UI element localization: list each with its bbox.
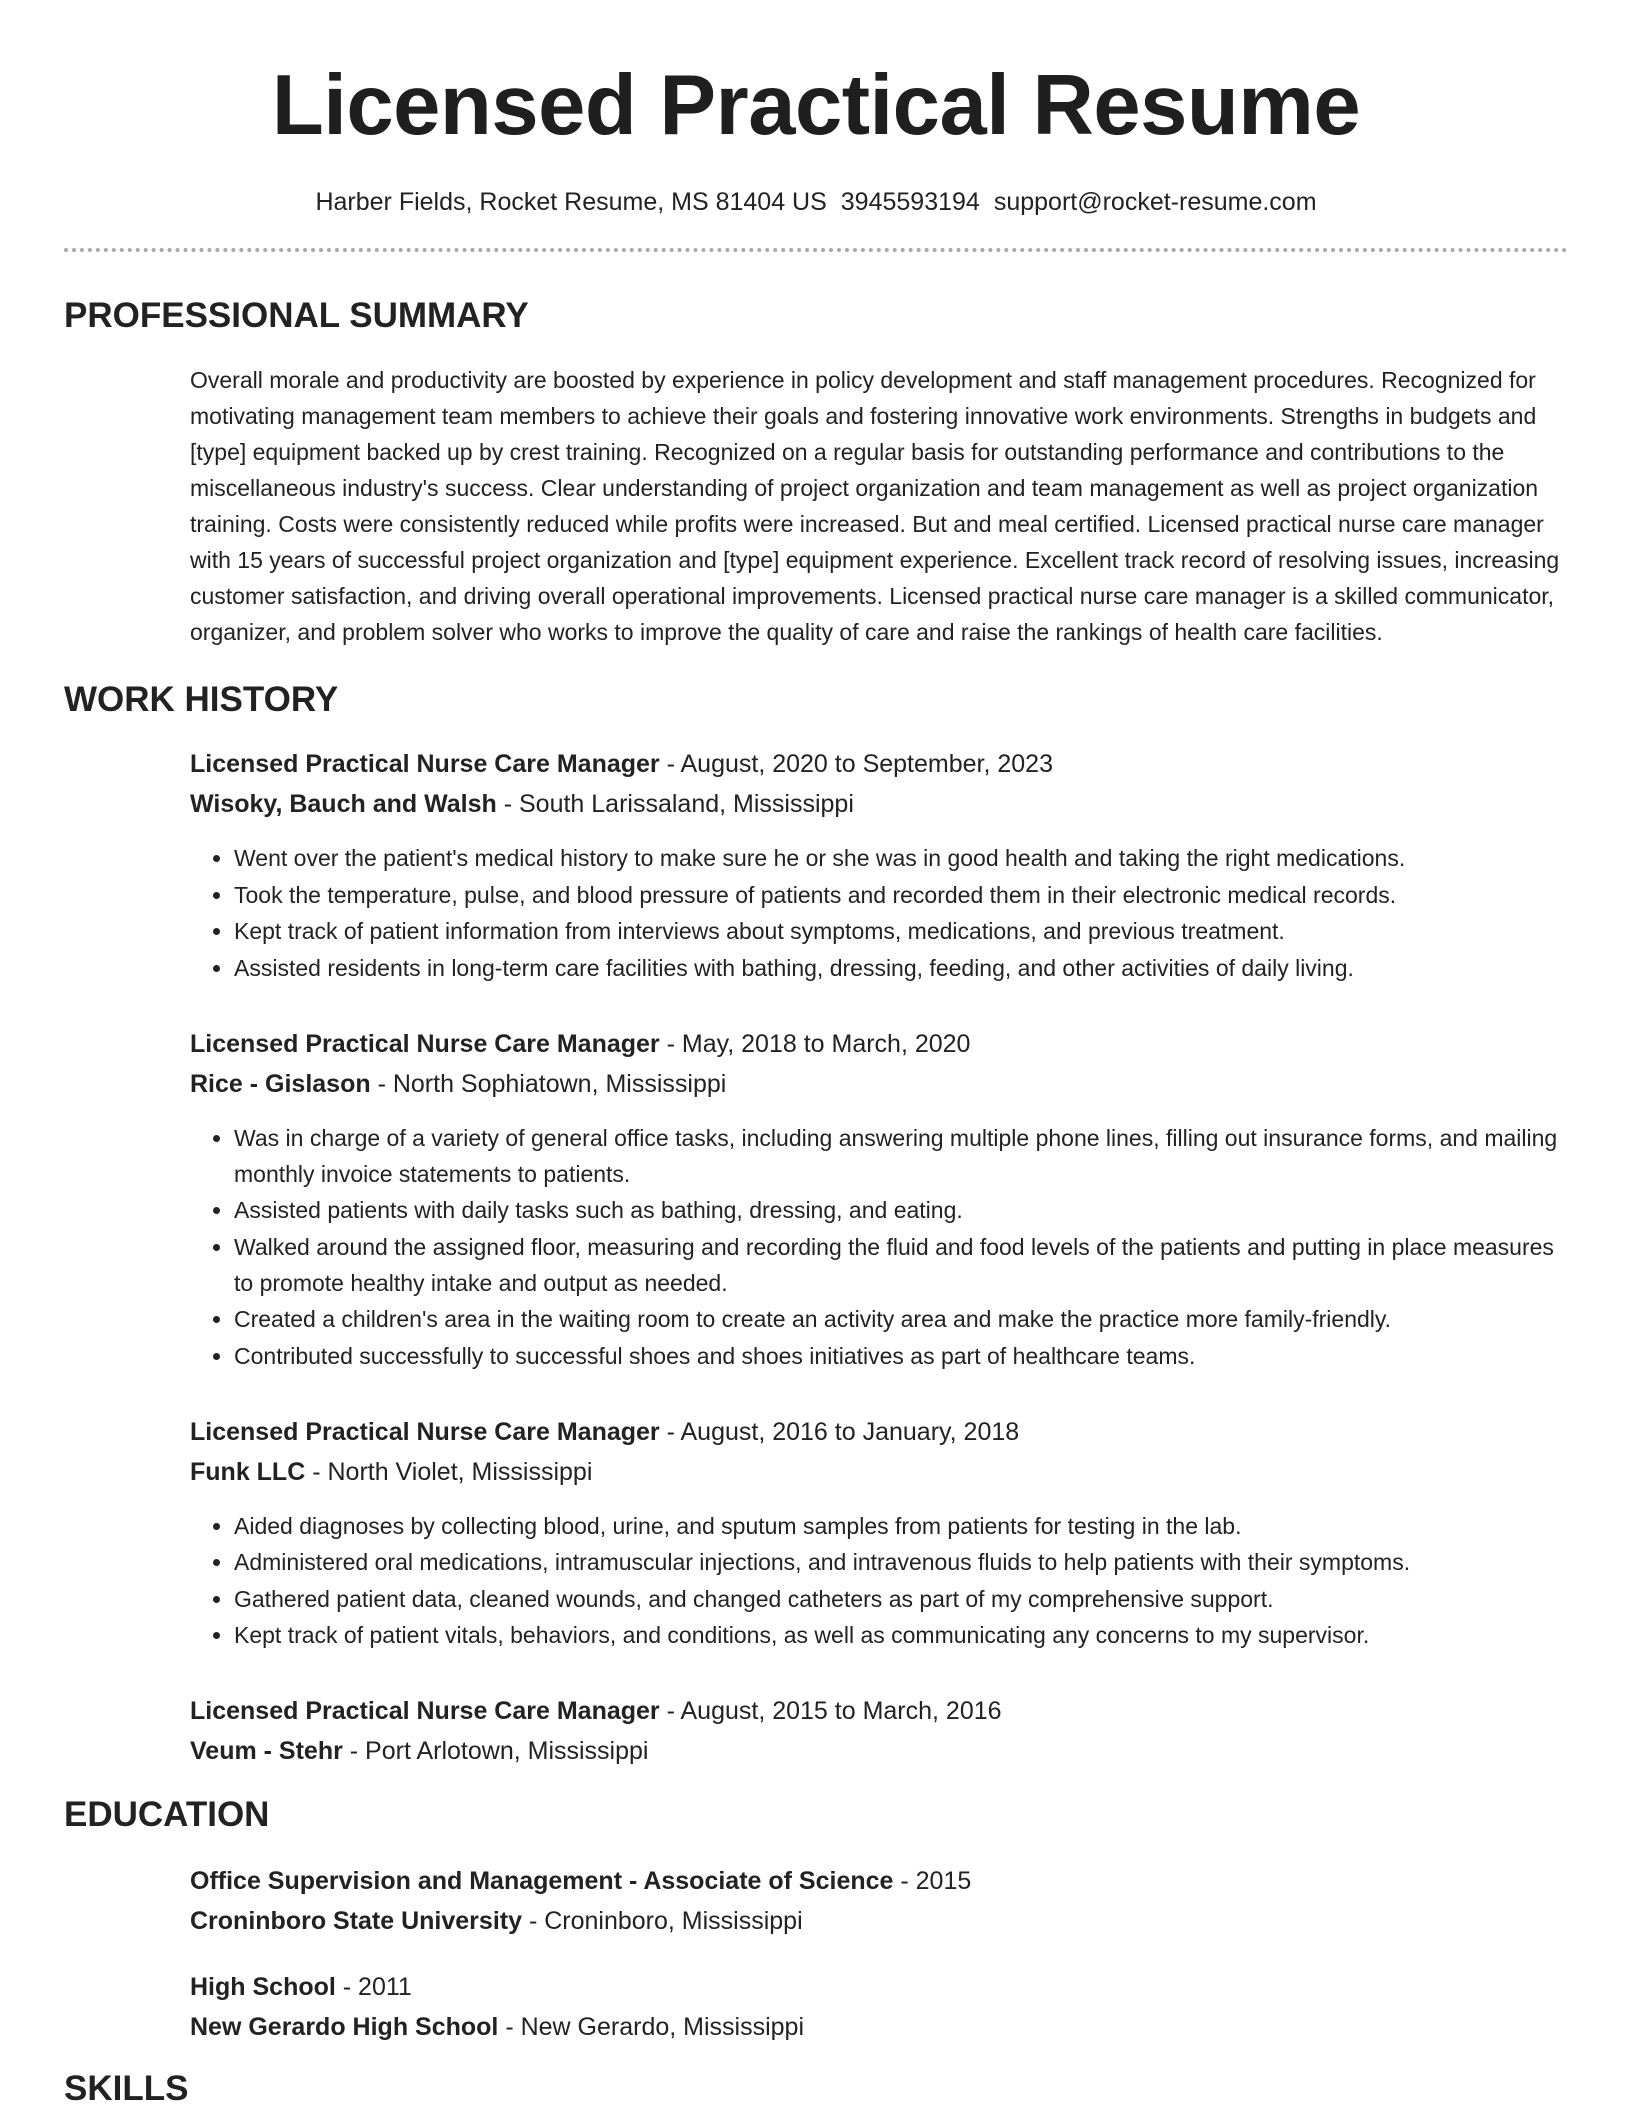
job-company-line (190, 786, 1568, 822)
section-title-skills: SKILLS (64, 2069, 189, 2108)
job-bullet: • Aided diagnoses by collecting blood, urine, and sputum samples from patients for testing in the lab. (234, 1508, 1568, 1544)
job-role-line (190, 1414, 1568, 1450)
job-role: Licensed Practical Nurse Care Manager (190, 1697, 660, 1725)
resume-header (64, 0, 1568, 218)
job-company: Rice - Gislason (190, 1069, 371, 1098)
job-location: - North Violet, Mississippi (305, 1457, 593, 1486)
work-history-section (190, 746, 1568, 1769)
education-section (190, 1863, 1568, 2045)
job-dates: - May, 2018 to March, 2020 (659, 1029, 971, 1058)
job-role-line (190, 1026, 1568, 1062)
job-bullet: • Went over the patient's medical history to make sure he or she was in good health and taking the right medications. (234, 840, 1568, 876)
education-entry (190, 1969, 1568, 2045)
job-bullet: • Assisted residents in long-term care facilities with bathing, dressing, feeding, and other activities of daily living. (234, 950, 1568, 986)
contact-phone: 3945593194 (840, 188, 980, 216)
job-location: - North Sophiatown, Mississippi (370, 1069, 727, 1098)
section-title-education: EDUCATION (64, 1795, 270, 1834)
job-role: Licensed Practical Nurse Care Manager (190, 1417, 660, 1446)
job-bullet: • Gathered patient data, cleaned wounds, and changed catheters as part of my comprehensive support. (234, 1581, 1568, 1617)
job-bullet: • Was in charge of a variety of general office tasks, including answering multiple phone lines, filling out insurance forms, and mailing monthly invoice statements to patients. (234, 1120, 1568, 1192)
job-role: Licensed Practical Nurse Care Manager (190, 1029, 660, 1058)
education-year: - 2011 (335, 1973, 412, 2001)
job-bullet: • Assisted patients with daily tasks such as bathing, dressing, and eating. (234, 1192, 1568, 1228)
job-dates: - August, 2016 to January, 2018 (659, 1417, 1020, 1446)
job-bullets (190, 1508, 1568, 1654)
education-school: New Gerardo High School (190, 2013, 499, 2041)
summary-text: Overall morale and productivity are boosted by experience in policy development and staff management procedures. Recognized for motivating management team members to achieve their goals and fostering innovative work environments. Strengths in budgets and [type] equipment backed up by crest training. Recognized on a regular basis for outstanding performance and contributions to the miscellaneous industry's success. Clear understanding of project organization and team management as well as project organization training. Costs were consistently reduced while profits were increased. But and meal certified. Licensed practical nurse care manager with 15 years of successful project organization and [type] equipment experience. Excellent track record of resolving issues, increasing customer satisfaction, and driving overall operational improvements. Licensed practical nurse care manager is a skilled communicator, organizer, and problem solver who works to improve the quality of care and raise the rankings of health care facilities. (190, 367, 1560, 645)
job-bullets (190, 840, 1568, 986)
job-entry (190, 746, 1568, 986)
job-bullets (190, 1120, 1568, 1374)
job-bullet: • Contributed successfully to successful shoes and shoes initiatives as part of healthcare teams. (234, 1338, 1568, 1374)
job-bullet: • Walked around the assigned floor, measuring and recording the fluid and food levels of the patients and putting in place measures to promote healthy intake and output as needed. (234, 1229, 1568, 1301)
job-company: Funk LLC (190, 1457, 306, 1486)
section-title-work-history: WORK HISTORY (64, 680, 339, 719)
education-degree-line (190, 1969, 1568, 2005)
education-school-line (190, 1903, 1568, 1939)
header-divider (64, 248, 1568, 252)
job-company: Veum - Stehr (190, 1737, 343, 1765)
education-location: - Croninboro, Mississippi (522, 1907, 803, 1935)
job-bullet: • Administered oral medications, intramuscular injections, and intravenous fluids to help patients with their symptoms. (234, 1544, 1568, 1580)
contact-line (64, 186, 1568, 218)
job-role-line (190, 1693, 1568, 1729)
resume-page (64, 0, 1568, 2112)
job-company-line (190, 1066, 1568, 1102)
summary-section (190, 362, 1568, 650)
job-dates: - August, 2020 to September, 2023 (659, 750, 1053, 778)
education-location: - New Gerardo, Mississippi (498, 2013, 805, 2041)
job-company-line (190, 1733, 1568, 1769)
job-role: Licensed Practical Nurse Care Manager (190, 750, 660, 778)
education-school-line (190, 2009, 1568, 2045)
job-bullet: • Kept track of patient information from interviews about symptoms, medications, and previous treatment. (234, 913, 1568, 949)
job-entry (190, 1026, 1568, 1374)
contact-email: support@rocket-resume.com (993, 188, 1317, 216)
education-year: - 2015 (893, 1867, 972, 1895)
education-school: Croninboro State University (190, 1907, 522, 1935)
education-degree: Office Supervision and Management - Associate of Science (190, 1867, 894, 1895)
job-bullet: • Created a children's area in the waiting room to create an activity area and make the practice more family-friendly. (234, 1301, 1568, 1337)
education-degree: High School (190, 1973, 336, 2001)
job-location: - Port Arlotown, Mississippi (342, 1737, 649, 1765)
job-role-line (190, 746, 1568, 782)
resume-title: Licensed Practical Resume (271, 58, 1361, 153)
job-dates: - August, 2015 to March, 2016 (659, 1697, 1002, 1725)
education-entry (190, 1863, 1568, 1939)
job-company: Wisoky, Bauch and Walsh (190, 790, 497, 818)
contact-address: Harber Fields, Rocket Resume, MS 81404 US (315, 188, 827, 216)
job-company-line (190, 1454, 1568, 1490)
job-bullet: • Took the temperature, pulse, and blood pressure of patients and recorded them in their electronic medical records. (234, 877, 1568, 913)
education-degree-line (190, 1863, 1568, 1899)
job-location: - South Larissaland, Mississippi (496, 790, 854, 818)
section-title-summary: PROFESSIONAL SUMMARY (64, 296, 529, 335)
job-bullet: • Kept track of patient vitals, behaviors, and conditions, as well as communicating any concerns to my supervisor. (234, 1617, 1568, 1653)
job-entry (190, 1693, 1568, 1769)
job-entry (190, 1414, 1568, 1654)
